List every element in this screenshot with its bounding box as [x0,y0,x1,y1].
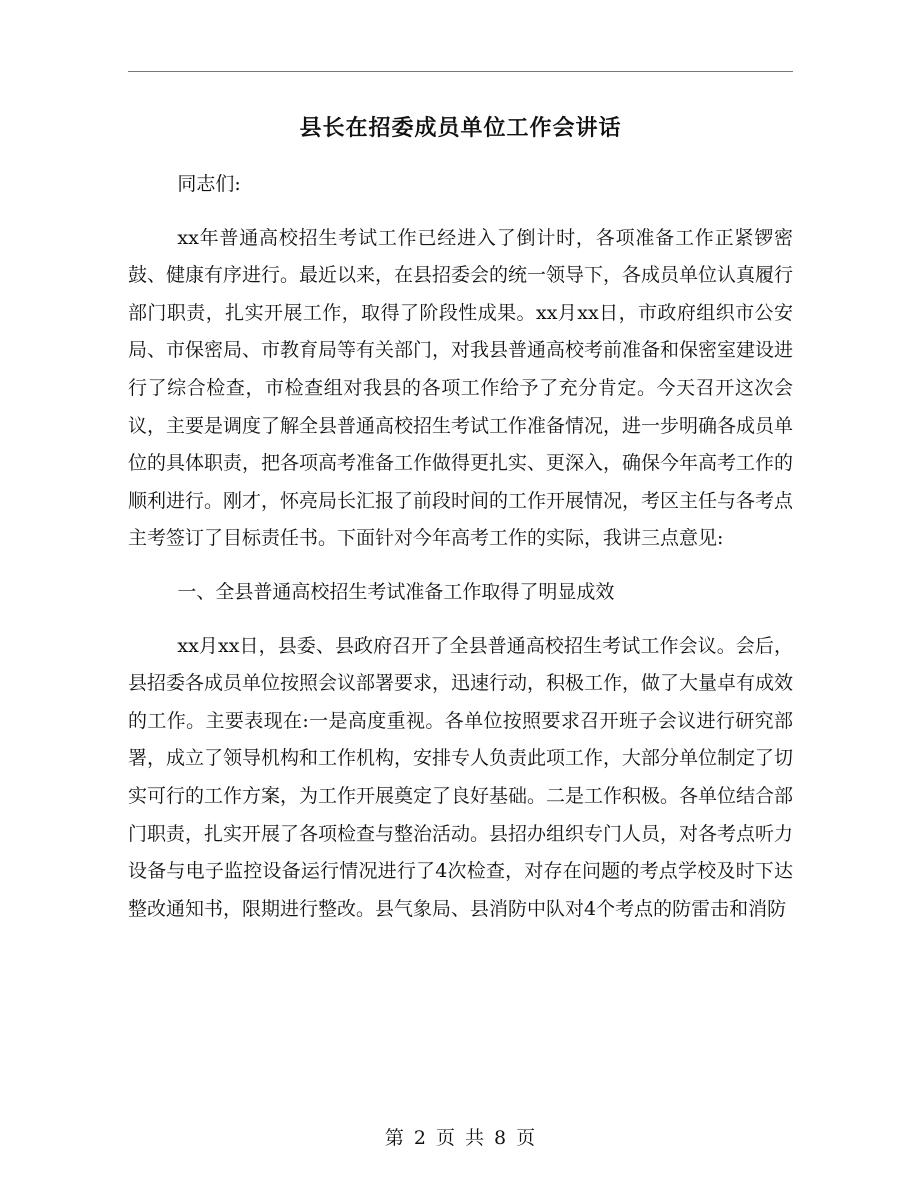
header-rule [128,71,793,72]
document-body [128,166,793,944]
page-number: 第 2 页 共 8 页 [384,1127,536,1149]
body-paragraph: xx月xx日，县委、县政府召开了全县普通高校招生考试工作会议。会后，县招委各成员单位按照会议部署要求，迅速行动，积极工作，做了大量卓有成效的工作。主要表现在:一是高度重视。各单位按照要求召开班子会议进行研究部署，成立了领导机构和工作机构，安排专人负责此项工作，大部分单位制定了切实可行的工作方案，为工作开展奠定了良好基础。二是工作积极。各单位结合部门职责，扎实开展了各项检查与整治活动。县招办组织专门人员，对各考点听力设备与电子监控设备运行情况进行了4次检查，对存在问题的考点学校及时下达整改通知书，限期进行整改。县气象局、县消防中队对4个考点的防雷击和消防 [128,634,794,920]
document-title: 县长在招委成员单位工作会讲话 [299,115,622,141]
body-paragraph: xx年普通高校招生考试工作已经进入了倒计时，各项准备工作正紧锣密鼓、健康有序进行。最近以来，在县招委会的统一领导下，各成员单位认真履行部门职责，扎实开展工作，取得了阶段性成果。xx月xx日，市政府组织市公安局、市保密局、市教育局等有关部门，对我县普通高校考前准备和保密室建设进行了综合检查，市检查组对我县的各项工作给予了充分肯定。今天召开这次会议，主要是调度了解全县普通高校招生考试工作准备情况，进一步明确各成员单位的具体职责，把各项高考准备工作做得更扎实、更深入，确保今年高考工作的顺利进行。刚才，怀亮局长汇报了前段时间的工作开展情况，考区主任与各考点主考签订了目标责任书。下面针对今年高考工作的实际，我讲三点意见: [128,226,794,550]
section-heading: 一、全县普通高校招生考试准备工作取得了明显成效 [177,580,615,603]
salutation: 同志们: [177,173,241,195]
